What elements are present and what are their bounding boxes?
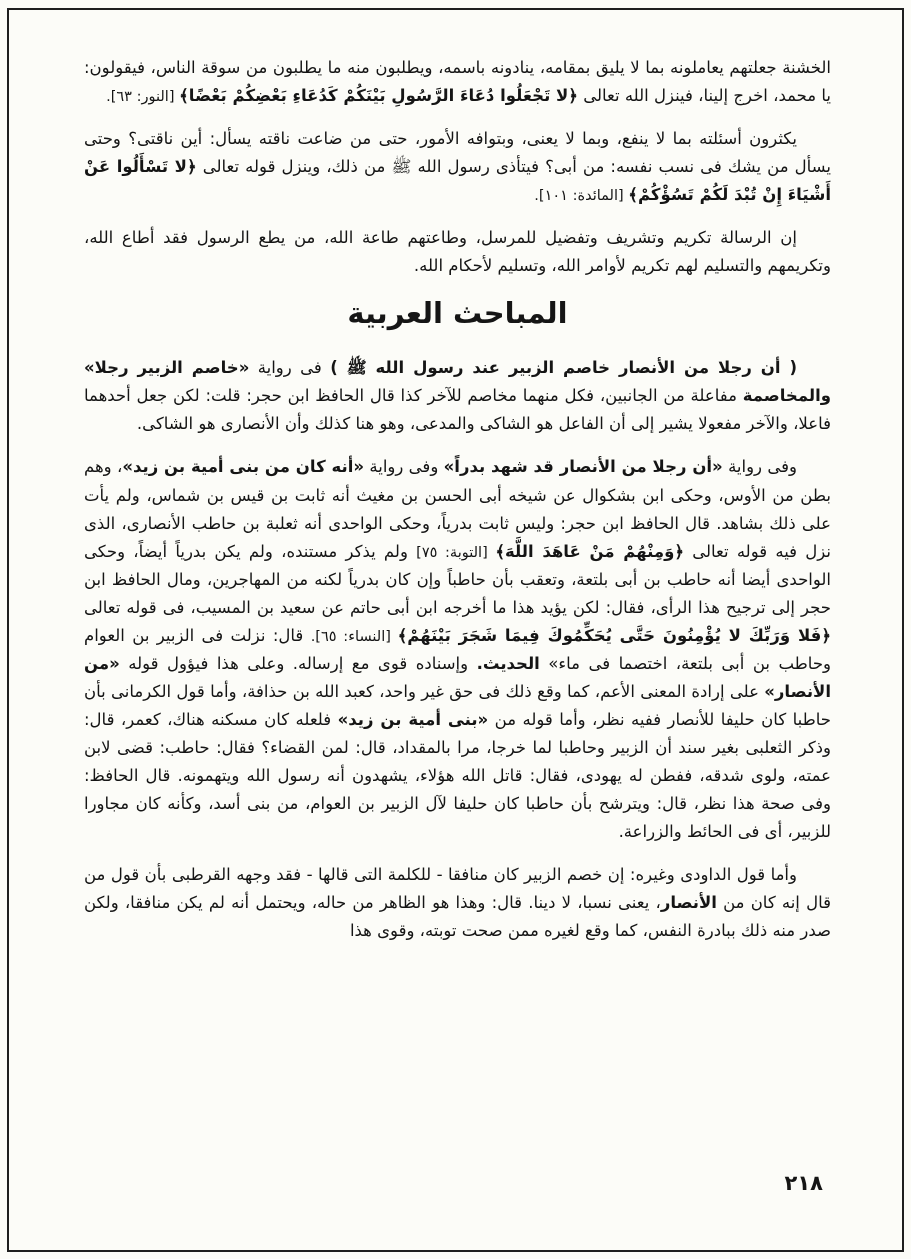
text-segment: فى رواية [249,358,331,378]
text-segment: «خاصم الزبير رجلا» [84,358,250,378]
paragraph [84,224,831,280]
text-segment: وإسناده قوى مع إرساله. وعلى هذا فيؤول قوله [119,653,477,673]
section-heading: المباحث العربية [347,296,568,331]
paragraph [84,861,831,945]
paragraph [84,125,831,209]
text-segment: وفى رواية [364,457,444,477]
text-segment: وأما قول الداودى وغيره: إن خصم الزبير كان منافقا - للكلمة التى قالها - فقد وجهه القرطبى بأن قول من قال إنه كان من [84,865,831,913]
text-segment: إن الرسالة تكريم وتشريف وتفضيل للمرسل، وطاعتهم طاعة الله، من يطع الرسول فقد أطاع الله، وتكريمهم والتسليم لهم تكريم لأوامر الله، وتسليم لأحكام الله. [84,228,831,276]
paragraph [84,54,831,110]
text-segment: الأنصار [660,893,717,913]
page-number: ٢١٨ [784,1171,823,1195]
text-segment: وفى رواية [722,457,797,477]
text-segment: «بنى أمية بن زيد» [337,709,489,729]
intro-paragraphs [84,54,831,280]
text-segment: الحديث. [476,653,540,673]
text-segment: ( أن رجلا من الأنصار خاصم الزبير عند رسول الله ﷺ ) [330,358,797,378]
text-segment: ، يعنى نسبا، لا دينا. قال: وهذا هو الظاهر من حاله، ويحتمل أنه لم يكن منافقا، ولكن صدر منه ذلك ببادرة النفس، كما وقع لغيره ممن صحت توبته، وقوى هذا [84,893,831,941]
text-segment: والمخاصمة [742,386,831,406]
text-segment: يكثرون أسئلته بما لا ينفع، وبما لا يعنى، وبتوافه الأمور، حتى من ضاعت ناقته يسأل: أين ناقتى؟ وحتى يسأل من يشك فى نسب نفسه: من أبى؟ فيتأذى رسول الله ﷺ من ذلك، وينزل قوله تعالى [84,129,831,177]
text-segment: «أنه كان من بنى أمية بن زيد» [122,457,365,477]
verse-reference: [التوبة: ٧٥] [416,544,496,561]
text-segment: ، وهم بطن من الأوس، وحكى ابن بشكوال عن شيخه أبى الحسن بن مغيث أنه ثابت بن قيس بن شماس، ولم يأت على ذلك بشاهد. قال الحافظ ابن حجر: وليس ثابت بدرياً، وحكى الواحدى أنه ثعلبة بن حاطب الأنصارى، الذى نزل فيه قوله تعالى [84,457,831,561]
verse-reference: [المائدة: ١٠١]. [534,188,629,205]
page-content [84,54,831,960]
commentary-paragraphs [84,354,831,945]
text-segment: «أن رجلا من الأنصار قد شهد بدراً» [443,457,723,477]
quran-quote: ﴿لا تَسْأَلُوا عَنْ أَشْيَاءَ إِنْ تُبْدَ لَكُمْ تَسُؤْكُمْ﴾ [84,157,831,205]
text-segment: مفاعلة من الجانبين، فكل منهما مخاصم للآخر كذا قال الحافظ ابن حجر: قلت: لكن جعل أحدهما فاعلا، والآخر مفعولا يشير إلى أن الفاعل هو الشاكى والمدعى، وهو هنا كذلك وأن الأنصارى هو الشاكى. [84,386,831,434]
quran-quote: ﴿فَلا وَرَبِّكَ لا يُؤْمِنُونَ حَتَّى يُحَكِّمُوكَ فِيمَا شَجَرَ بَيْنَهُمْ﴾ [397,625,831,645]
verse-reference: [النور: ٦٣]. [106,89,180,106]
text-segment: فلعله كان مسكنه هناك، كعمر، قال: وذكر الثعلبى بغير سند أن الزبير وحاطبا لما خرجا، مرا بالمقداد، قال: لمن القضاء؟ فقال: حاطب: قضى لابن عمته، ولوى شدقه، ففطن له يهودى، فقال: قاتل الله هؤلاء، يشهدون أنه رسول الله ويتهمونه. قال الحافظ: وفى صحة هذا نظر، قال: ويترشح بأن حاطبا كان حليفا لآل الزبير بن العوام، من بنى أسد، وكأنه كان مجاورا للزبير، أى فى الحائط والزراعة. [84,709,831,842]
verse-reference: [النساء: ٦٥]. [310,628,398,645]
text-segment: ولم يذكر مستنده، ولم يكن بدرياً أيضاً، وحكى الواحدى أيضا أنه حاطب بن أبى بلتعة، وتعقب بأن حاطباً وإن كان بدرياً لكنه من المهاجرين، ومال الحافظ ابن حجر إلى ترجيح هذا الرأى، فقال: لكن يؤيد هذا ما أخرجه ابن أبى حاتم عن سعيد بن المسيب، فى قوله تعالى [84,541,831,617]
text-segment: «من الأنصار» [84,653,831,701]
text-segment: قال: نزلت فى الزبير بن العوام وحاطب بن أبى بلتعة، اختصما فى ماء» [84,625,832,673]
paragraph [84,354,831,438]
quran-quote: ﴿لا تَجْعَلُوا دُعَاءَ الرَّسُولِ بَيْنَكُمْ كَدُعَاءِ بَعْضِكُمْ بَعْضًا﴾ [179,86,578,106]
paragraph [84,453,831,846]
quran-quote: ﴿وَمِنْهُمْ مَنْ عَاهَدَ اللَّهَ﴾ [495,541,685,561]
text-segment: الخشنة جعلتهم يعاملونه بما لا يليق بمقامه، ينادونه باسمه، ويطلبون منه ما يطلبون من سوقة الناس، فيقولون: يا محمد، اخرج إلينا، فينزل الله تعالى [84,58,831,106]
text-segment: على إرادة المعنى الأعم، كما وقع ذلك فى حق غير واحد، كعبد الله بن حذافة، وأما قول الكرمانى بأن حاطبا كان حليفا للأنصار ففيه نظر، وأما قوله من [84,681,831,729]
